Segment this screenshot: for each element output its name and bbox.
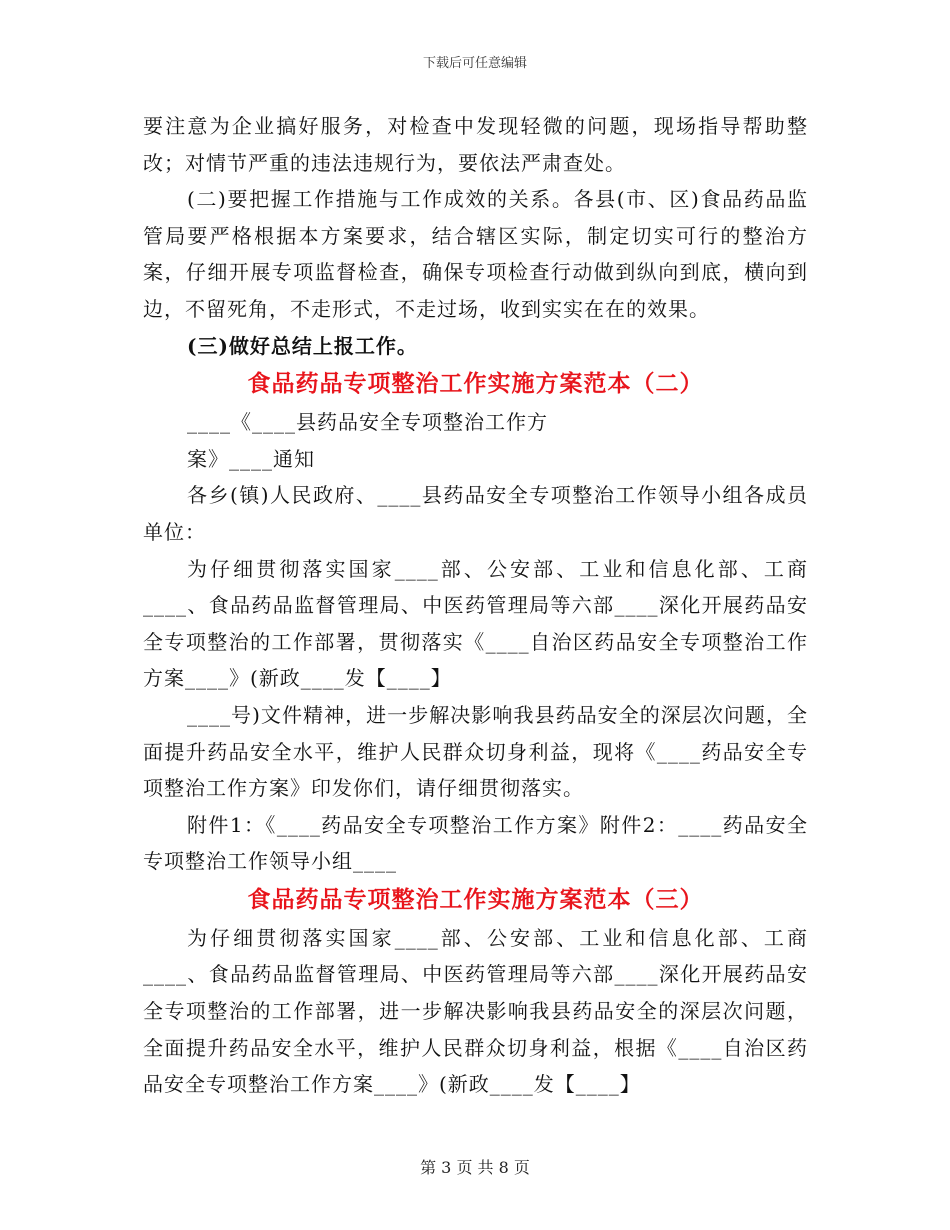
paragraph-10: 为仔细贯彻落实国家____部、公安部、工业和信息化部、工商____、食品药品监督管理局、中医药管理局等六部____深化开展药品安全专项整治的工作部署，进一步解决影响我县药品安全的深层次问题，全面提升药品安全水平，维护人民群众切身利益，根据《____自治区药品安全专项整治工作方案____》(新政____发【____】 <box>143 925 808 1097</box>
paragraph-4: ____《____县药品安全专项整治工作方 <box>187 410 548 435</box>
paragraph-6: 各乡(镇)人民政府、____县药品安全专项整治工作领导小组各成员单位： <box>143 483 808 544</box>
paragraph-9: 附件1：《____药品安全专项整治工作方案》附件2：____药品安全专项整治工作领导小组____ <box>143 812 808 874</box>
section-heading-3: 食品药品专项整治工作实施方案范本（三） <box>247 886 704 913</box>
paragraph-7: 为仔细贯彻落实国家____部、公安部、工业和信息化部、工商____、食品药品监督管理局、中医药管理局等六部____深化开展药品安全专项整治的工作部署，贯彻落实《____自治区药品安全专项整治工作方案____》(新政____发【____】 <box>143 556 808 691</box>
document-body <box>143 108 808 1103</box>
paragraph-1: 要注意为企业搞好服务，对检查中发现轻微的问题，现场指导帮助整改；对情节严重的违法违规行为，要依法严肃查处。 <box>143 114 808 175</box>
paragraph-2: (二)要把握工作措施与工作成效的关系。各县(市、区)食品药品监管局要严格根据本方案要求，结合辖区实际，制定切实可行的整治方案，仔细开展专项监督检查，确保专项检查行动做到纵向到底，横向到边，不留死角，不走形式，不走过场，收到实实在在的效果。 <box>143 187 808 321</box>
paragraph-8: ____号)文件精神，进一步解决影响我县药品安全的深层次问题，全面提升药品安全水平，维护人民群众切身利益，现将《____药品安全专项整治工作方案》印发你们，请仔细贯彻落实。 <box>143 702 808 801</box>
paragraph-5: 案》____通知 <box>187 446 315 471</box>
page-header: 下载后可任意编辑 <box>422 56 527 71</box>
page-footer: 第 3 页 共 8 页 <box>420 1158 530 1177</box>
paragraph-3: (三)做好总结上报工作。 <box>187 333 418 358</box>
section-heading-2: 食品药品专项整治工作实施方案范本（二） <box>247 371 704 398</box>
